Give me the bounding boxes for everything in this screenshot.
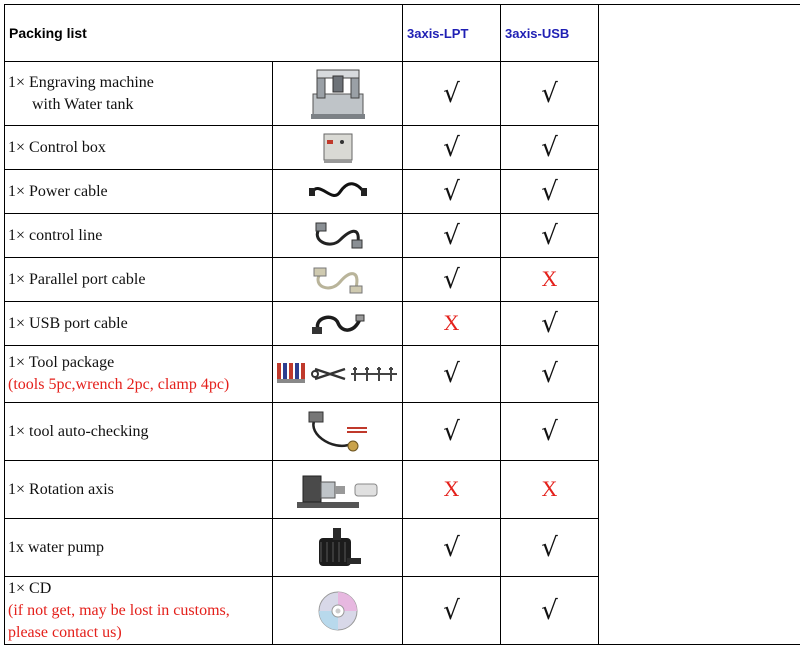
usb-mark-cell	[501, 258, 599, 302]
lpt-mark-cell	[403, 403, 501, 461]
usb-mark-cell	[501, 346, 599, 403]
check-mark-icon: √	[443, 359, 460, 389]
packing-list-table	[4, 4, 800, 645]
item-cell	[5, 62, 273, 126]
item-label: 1x water pump	[8, 538, 104, 556]
usb-cable-icon	[310, 309, 366, 339]
lpt-mark-cell	[403, 461, 501, 519]
item-cell	[5, 577, 273, 645]
item-image-cell	[273, 126, 403, 170]
check-mark-icon: √	[443, 416, 460, 447]
check-mark-icon: √	[541, 359, 558, 389]
item-cell	[5, 461, 273, 519]
item-label: 1× Parallel port cable	[8, 270, 146, 288]
usb-mark-cell	[501, 302, 599, 346]
column-header-usb: 3axis-USB	[501, 5, 599, 62]
usb-mark-cell	[501, 577, 599, 645]
item-label-continued: with Water tank	[32, 95, 134, 113]
lpt-mark-cell	[403, 258, 501, 302]
lpt-mark-cell	[403, 577, 501, 645]
rotation-axis-icon	[293, 466, 383, 514]
lpt-mark-cell	[403, 346, 501, 403]
item-label: 1× Engraving machine	[8, 73, 154, 91]
item-image-cell	[273, 302, 403, 346]
item-cell	[5, 126, 273, 170]
item-image-cell	[273, 461, 403, 519]
item-image-cell	[273, 519, 403, 577]
column-header-lpt: 3axis-LPT	[403, 5, 501, 62]
blank-column	[599, 5, 800, 645]
lpt-mark-cell	[403, 519, 501, 577]
packing-list-title: Packing list	[5, 5, 403, 62]
control-box-icon	[318, 130, 358, 166]
cross-mark-icon: X	[443, 476, 460, 501]
item-image-cell	[273, 170, 403, 214]
check-mark-icon: √	[443, 220, 460, 251]
cross-mark-icon: X	[443, 310, 460, 335]
cross-mark-icon: X	[541, 476, 558, 501]
usb-mark-cell	[501, 519, 599, 577]
item-label: 1× Control box	[8, 138, 106, 156]
lpt-mark-cell	[403, 170, 501, 214]
auto-check-probe-icon	[303, 408, 373, 456]
engraving-machine-icon	[303, 64, 373, 124]
check-mark-icon: √	[443, 532, 460, 563]
check-mark-icon: √	[541, 595, 558, 626]
check-mark-icon: √	[541, 220, 558, 251]
check-mark-icon: √	[443, 176, 460, 207]
item-image-cell	[273, 62, 403, 126]
check-mark-icon: √	[541, 308, 558, 339]
item-label: 1× Power cable	[8, 182, 108, 200]
item-label: 1× Rotation axis	[8, 480, 114, 498]
item-cell	[5, 346, 273, 403]
usb-mark-cell	[501, 214, 599, 258]
lpt-mark-cell	[403, 126, 501, 170]
check-mark-icon: √	[443, 595, 460, 626]
lpt-mark-cell	[403, 214, 501, 258]
usb-mark-cell	[501, 170, 599, 214]
item-image-cell	[273, 258, 403, 302]
check-mark-icon: √	[541, 416, 558, 447]
cross-mark-icon: X	[541, 266, 558, 291]
parallel-cable-icon	[310, 264, 366, 296]
item-image-cell	[273, 577, 403, 645]
usb-mark-cell	[501, 62, 599, 126]
item-cell	[5, 170, 273, 214]
lpt-mark-cell	[403, 62, 501, 126]
check-mark-icon: √	[541, 532, 558, 563]
power-cable-icon	[308, 178, 368, 206]
cd-icon	[316, 589, 360, 633]
check-mark-icon: √	[541, 132, 558, 163]
item-cell	[5, 302, 273, 346]
check-mark-icon: √	[443, 132, 460, 163]
tool-package-icon	[275, 359, 401, 389]
item-label: 1× Tool package	[8, 354, 115, 371]
check-mark-icon: √	[443, 264, 460, 295]
water-pump-icon	[311, 524, 365, 572]
item-image-cell	[273, 403, 403, 461]
item-label: 1× CD	[8, 579, 52, 597]
control-line-icon	[310, 220, 366, 252]
item-cell	[5, 258, 273, 302]
item-note: (if not get, may be lost in customs,	[8, 601, 230, 619]
usb-mark-cell	[501, 403, 599, 461]
item-label: 1× tool auto-checking	[8, 422, 149, 440]
check-mark-icon: √	[443, 78, 460, 109]
item-note: (tools 5pc,wrench 2pc, clamp 4pc)	[8, 376, 230, 393]
item-label: 1× control line	[8, 226, 103, 244]
item-label: 1× USB port cable	[8, 314, 128, 332]
item-note-continued: please contact us)	[8, 623, 122, 641]
lpt-mark-cell	[403, 302, 501, 346]
item-image-cell	[273, 214, 403, 258]
header-row	[5, 5, 800, 62]
check-mark-icon: √	[541, 78, 558, 109]
item-cell	[5, 519, 273, 577]
item-cell	[5, 214, 273, 258]
item-image-cell	[273, 346, 403, 403]
check-mark-icon: √	[541, 176, 558, 207]
usb-mark-cell	[501, 461, 599, 519]
usb-mark-cell	[501, 126, 599, 170]
item-cell	[5, 403, 273, 461]
